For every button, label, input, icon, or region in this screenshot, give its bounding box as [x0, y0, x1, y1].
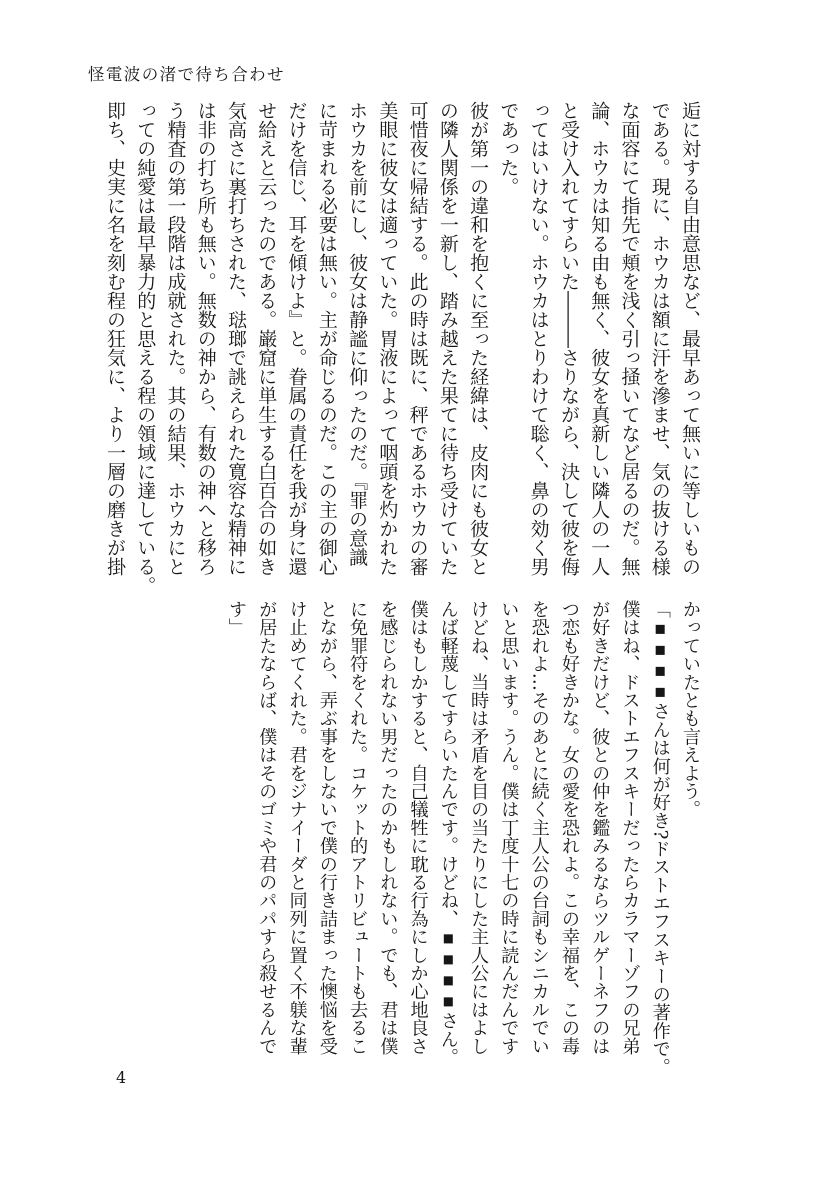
body-text-lower-block	[221, 600, 705, 1076]
text-column: け止めてくれた。君をジナイーダと同列に置く不躾な輩	[286, 600, 308, 1055]
text-column: に苛まれる必要は無い。主が命じるのだ。この主の御心	[315, 101, 338, 576]
text-column: であった。	[497, 101, 520, 196]
text-column: 僕はね、ドストエフスキーだったらカラマーゾフの兄弟	[619, 600, 641, 1055]
text-column: かっていたとも言えよう。	[680, 600, 701, 819]
text-column: 気高さに裏打ちされた、琺瑯で誂えられた寛容な精神に	[225, 101, 248, 576]
text-column: が好きだけど、彼との仲を鑑みるならツルゲーネフのは	[589, 600, 611, 1055]
text-column: ってはいけない。ホウカはとりわけて聡く、鼻の効く男	[527, 101, 550, 576]
body-text-upper-block	[100, 101, 705, 601]
text-column: を感じられない男だったのかもしれない。でも、君は僕	[377, 600, 399, 1055]
text-column: 論、ホウカは知る由も無く、彼女を真新しい隣人の一人	[588, 101, 611, 576]
text-column: が居たならば、僕はそのゴミや君のパパすら殺せるんで	[256, 600, 278, 1055]
text-column: だけを信じ、耳を傾けよ』と。眷属の責任を我が身に還	[285, 101, 308, 576]
text-column: 僕はもしかすると、自己犠牲に耽る行為にしか心地良さ	[407, 600, 429, 1055]
text-column: 逅に対する自由意思など、最早あって無いに等しいもの	[679, 101, 701, 576]
text-column: す」	[226, 600, 248, 637]
text-column: う精査の第一段階は成就された。其の結果、ホウカにと	[164, 101, 187, 576]
page-number: 4	[116, 1068, 127, 1087]
text-column: と受け入れてすらいた―――さりながら、決して彼を侮	[557, 101, 580, 576]
text-column: 美眼に彼女は適っていた。胃液によって咽頭を灼かれた	[376, 101, 399, 576]
text-column: 「▪▪▪▪さんは何が好き?ドストエフスキーの著作で。	[649, 600, 671, 1076]
text-column: に免罪符をくれた。コケット的アトリビュートも去るこ	[347, 600, 369, 1055]
text-column: けどね、当時は矛盾を目の当たりにした主人公にはよし	[468, 600, 490, 1055]
text-column: とながら、弄ぶ事をしないで僕の行き詰まった懊悩を受	[316, 600, 338, 1055]
text-column: 可惜夜に帰結する。此の時は既に、秤であるホウカの審	[406, 101, 429, 576]
text-column: 彼が第一の違和を抱くに至った経緯は、皮肉にも彼女と	[467, 101, 490, 576]
text-column: せ給えと云ったのである。巌窟に単生する白百合の如き	[255, 101, 278, 576]
text-column: の隣人関係を一新し、踏み越えた果てに待ち受けていた	[436, 101, 459, 576]
text-column: んば軽蔑してすらいたんです。けどね、▪▪▪▪さん。	[437, 600, 459, 1067]
text-column: である。現に、ホウカは額に汗を滲ませ、気の抜ける様	[648, 101, 671, 576]
running-head-title: 怪電波の渚で待ち合わせ	[88, 65, 285, 84]
text-column: を恐れよ…そのあとに続く主人公の台詞もシニカルでい	[528, 600, 550, 1055]
text-column: いと思います。うん。僕は丁度十七の時に読んだんです	[498, 600, 520, 1055]
text-column: は非の打ち所も無い。無数の神から、有数の神へと移ろ	[194, 101, 217, 576]
text-column: 即ち、史実に名を刻む程の狂気に、より一層の磨きが掛	[103, 101, 126, 576]
text-column: つ恋も好きかな。女の愛を恐れよ。この幸福を、この毒	[558, 600, 580, 1055]
text-column: っての純愛は最早暴力的と思える程の領域に達している。	[134, 101, 157, 595]
text-column: ホウカを前にし、彼女は静謐に仰ったのだ。『罪の意識	[346, 101, 369, 567]
text-column: な面容にて指先で頬を浅く引っ掻いてなど居るのだ。無	[618, 101, 641, 576]
